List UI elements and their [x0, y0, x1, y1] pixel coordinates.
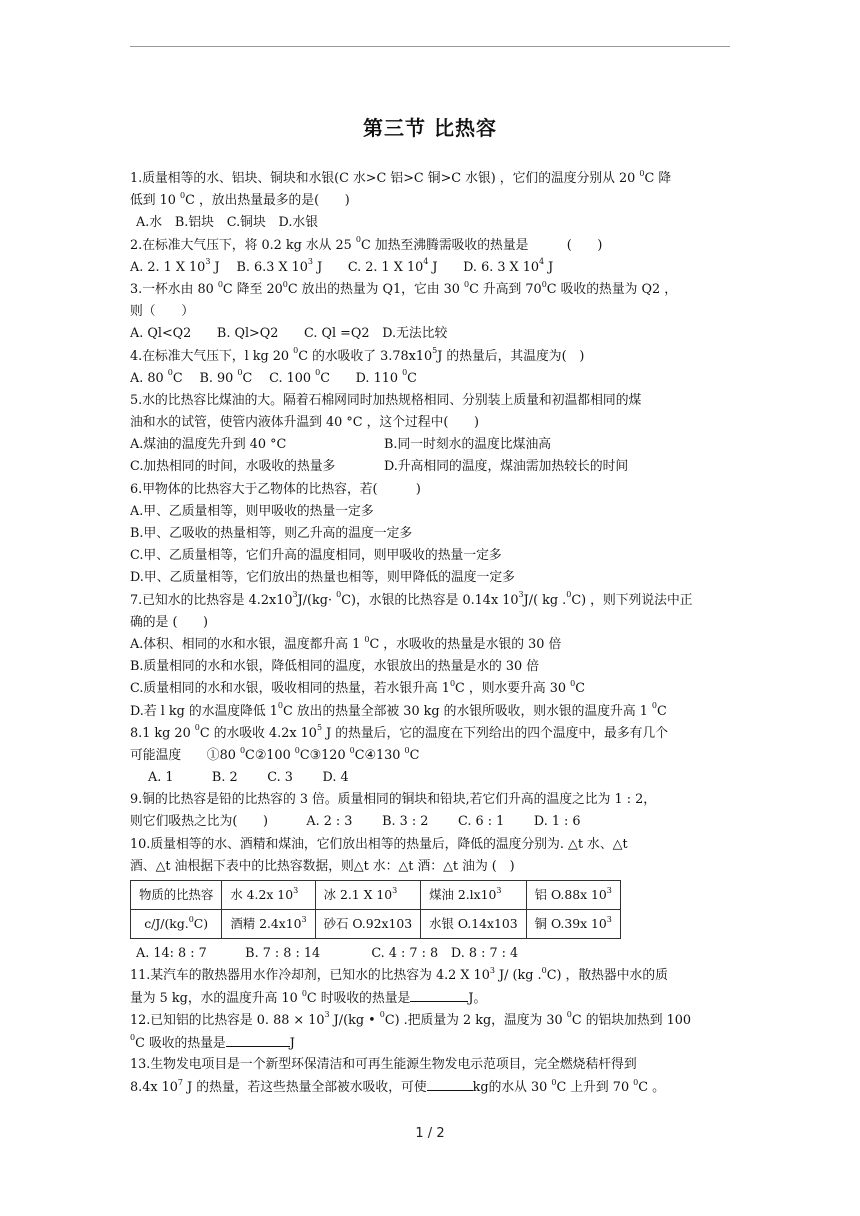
table-row [131, 881, 621, 910]
q13-line1: 13.生物发电项目是一个新型环保清洁和可再生能源生物发电示范项目，完全燃烧秸杆得到 [130, 1056, 637, 1072]
q7-option-d: D.若 l kg 的水温度降低 $1^0C$ 放出的热量全部被 30 kg 的水银所吸收，则水银的温度升高 1 $^0$C [130, 701, 667, 719]
q5-line2: 油和水的试管，使管内液体升温到 40 °C ，这个过程中( ) [130, 415, 479, 431]
table-cell: 铝 O.88x $10^3$ [526, 881, 620, 910]
q3-options: A. Ql<Q2 B. Ql>Q2 C. Ql =Q2 D.无法比较 [130, 326, 448, 342]
q8-line2: 可能温度 ①80 $^0$C②100 $^0$C③120 $^0$C④130 $^0$C [130, 745, 420, 763]
q13-line2: 8.4x $10^7$ J 的热量，若这些热量全部被水吸收，可使 kg的水从 30 $^0$C 上升到 70 $^0$C 。 [130, 1077, 665, 1096]
q10-options: A. 14: 8 : 7 B. 7 : 8 : 14 C. 4 : 7 : 8 D. 8 : 7 : 4 [136, 946, 519, 961]
q12-line1: 12.已知铝的比热容是 0. $88 \times 10^3$ J/(kg • $^0$C) .把质量为 2 kg，温度为 30 $^0$C 的铝块加热到 100 [130, 1010, 691, 1028]
q1-line1: 1.质量相等的水、铝块、铜块和水银(C 水>C 铝>C 铜>C 水银) ，它们的温度分别从 20 $^0$C 降 [130, 168, 672, 186]
q3-line2: 则（ ） [130, 304, 194, 320]
answer-blank[interactable] [410, 987, 468, 1002]
q7-line1: 7.已知水的比热容是 $4.2x10^3J/(kg\cdot ^0C)$，水银的比热容是 0.14x $10^3J/$( kg .$^0$C) ，则下列说法中正 [130, 590, 693, 608]
q7-option-b: B.质量相同的水和水银，降低相同的温度，水银放出的热量是水的 30 倍 [130, 659, 540, 675]
page-title: 第三节 比热容 [363, 116, 497, 140]
q8-options: A. 1 B. 2 C. 3 D. 4 [148, 770, 349, 786]
q11-line2: 量为 5 kg，水的温度升高 10 $^0$C 时吸收的热量是 J。 [130, 989, 487, 1007]
q2-options: A. 2. 1 X $10^3$ J B. 6.3 X $10^3$ J C. 2. 1 X $10^4$ J D. 6. 3 X $10^4$ J [130, 257, 554, 275]
table-cell: 砂石 O.92x103 [315, 910, 421, 939]
table-cell: 铜 O.39x $10^3$ [526, 910, 620, 939]
q12-line2: $^0$C 吸收的热量是 J [130, 1033, 295, 1051]
table-row [131, 910, 621, 939]
answer-blank[interactable] [427, 1076, 473, 1091]
table-cell: 煤油 $2.lx10^3$ [421, 881, 527, 910]
q9-line1: 9.铜的比热容是铅的比热容的 3 倍。质量相同的铜块和铅块,若它们升高的温度之比为 1 : 2， [130, 792, 657, 808]
q6-option-b: B.甲、乙吸收的热量相等，则乙升高的温度一定多 [130, 526, 413, 541]
q10-line1: 10.质量相等的水、酒精和煤油，它们放出相等的热量后，降低的温度分别为. △t 水、△t [130, 836, 628, 852]
q3-line1: 3.一杯水由 80 $^0$C 降至 $20^0C$ 放出的热量为 Q1，它由 30 $^0$C 升高到 $70^0C$ 吸收的热量为 Q2 ， [130, 279, 677, 297]
q6-option-a: A.甲、乙质量相等，则甲吸收的热量一定多 [130, 503, 374, 519]
header-rule [130, 46, 730, 47]
q2-stem: 2.在标准大气压下，将 0.2 kg 水从 25 $^0$C 加热至沸腾需吸收的热量是 ( ) [130, 235, 603, 253]
q5-options-ab: A.煤油的温度先升到 40 °C B.同一时刻水的温度比煤油高 [130, 437, 552, 453]
page-number: 1 / 2 [415, 1126, 445, 1141]
q10-line2: 酒、△t 油根据下表中的比热容数据，则△t 水：△t 酒：△t 油为 ( ) [130, 858, 515, 874]
table-cell: 冰 2.1 X $10^3$ [315, 881, 421, 910]
q1-line2: 低到 10 $^0$C ，放出热量最多的是( ) [130, 190, 350, 209]
q7-option-c: C.质量相同的水和水银，吸收相同的热量，若水银升高 $1^0C$ ，则水要升高 30 $^0$C [130, 679, 585, 697]
q6-stem: 6.甲物体的比热容大于乙物体的比热容，若( ) [130, 481, 421, 497]
q6-option-c: C.甲、乙质量相等，它们升高的温度相同，则甲吸收的热量一定多 [130, 548, 502, 564]
table-cell: c/J/(kg.$^0$C) [131, 910, 222, 939]
q11-line1: 11.某汽车的散热器用水作冷却剂，已知水的比热容为 4.2 X $10^3$ J/ (kg .$^0$C) ，散热器中水的质 [130, 965, 668, 984]
q4-stem: 4.在标准大气压下，l kg 20 $^0$C 的水吸收了 $3.78x10^5J$ 的热量后，其温度为( ) [130, 346, 585, 364]
answer-blank[interactable] [226, 1032, 290, 1047]
q4-options: A. 80 $^0$C B. 90 $^0$C C. 100 $^0$C D. 110 $^0$C [130, 368, 417, 386]
q6-option-d: D.甲、乙质量相等，它们放出的热量也相等，则甲降低的温度一定多 [130, 570, 515, 586]
q5-line1: 5.水的比热容比煤油的大。隔着石棉网同时加热规格相同、分别装上质量和初温都相同的煤 [130, 392, 642, 408]
question-list [130, 168, 735, 1098]
q1-options: A.水 B.铝块 C.铜块 D.水银 [136, 215, 319, 231]
q5-options-cd: C.加热相同的时间，水吸收的热量多 D.升高相同的温度，煤油需加热较长的时间 [130, 459, 629, 475]
table-cell: 酒精 $2.4x10^3$ [222, 910, 315, 939]
q7-option-a: A.体积、相同的水和水银，温度都升高 1 $^0$C ，水吸收的热量是水银的 30 倍 [130, 634, 562, 652]
table-cell: 水 4.2x $10^3$ [222, 881, 315, 910]
q7-line2: 确的是 ( ) [130, 614, 209, 630]
table-cell: 物质的比热容 [131, 881, 222, 910]
q9-line2: 则它们吸热之比为( ) A. 2 : 3 B. 3 : 2 C. 6 : 1 D. 1 : 6 [130, 814, 581, 830]
specific-heat-table [130, 880, 621, 939]
q8-line1: 8.1 kg 20 $^0$C 的水吸收 4.2x $10^5$ J 的热量后，它的温度在下列给出的四个温度中，最多有几个 [130, 723, 669, 741]
table-cell: 水银 O.14x103 [421, 910, 527, 939]
